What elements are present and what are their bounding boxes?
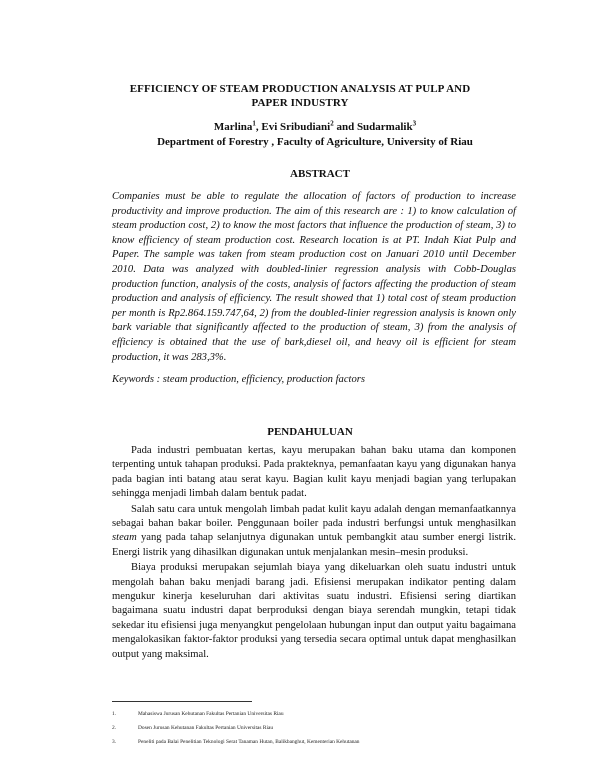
author-names: [100, 120, 530, 135]
footnote-item: [112, 707, 532, 721]
footnote-divider: [112, 701, 252, 702]
affiliation: Department of Forestry , Faculty of Agriculture, University of Riau: [157, 136, 473, 148]
title-line-1: EFFICIENCY OF STEAM PRODUCTION ANALYSIS AT PULP AND: [129, 83, 471, 95]
author-1-marker: 1: [252, 119, 256, 128]
footnote-text: Dosen Jurusan Kehutanan Fakultas Pertanian Universitas Riau: [138, 725, 274, 731]
section-heading-pendahuluan: PENDAHULUAN: [267, 426, 353, 438]
paper-title: [100, 82, 500, 110]
author-3: and Sudarmalik: [333, 121, 413, 133]
steam-term: steam: [112, 532, 137, 544]
author-3-marker: 3: [412, 119, 417, 128]
footnote-number: 2.: [112, 725, 117, 731]
footnote-text: Peneliti pada Balai Penelitian Teknologi Serat Tanaman Hutan, Balikbanghut, Kementerian Kehutanan: [138, 739, 360, 745]
paragraph-1: Pada industri pembuatan kertas, kayu merupakan bahan baku utama dan komponen terpenting untuk tahapan produksi. Pada prakteknya, pemanfaatan kayu yang digunakan hanya pada bagian inti batang atau serat kayu. Bagian kulit kayu menjadi bagian yang terlupakan sehingga menjadi limbah dalam bentuk padat.: [112, 445, 516, 500]
author-block: [100, 120, 530, 150]
title-line-2: PAPER INDUSTRY: [251, 97, 349, 109]
paragraph-2: [112, 503, 516, 561]
paragraph-2-end: yang pada tahap selanjutnya digunakan untuk pembangkit atau sumber energi listrik. Energi listrik yang dihasilkan digunakan untuk menjalankan mesin–mesin produksi.: [112, 532, 516, 558]
footnote-number: 3.: [112, 739, 117, 745]
paragraph-2-start: Salah satu cara untuk mengolah limbah padat kulit kayu adalah dengan memanfaatkannya sebagai bahan bakar boiler. Penggunaan boiler pada industri berfungsi untuk menghasilkan: [112, 503, 516, 530]
author-2: , Evi Sribudiani: [255, 121, 331, 133]
paragraph-3: Biaya produksi merupakan sejumlah biaya yang dikeluarkan oleh suatu industri untuk mengolah bahan baku menjadi barang jadi. Efisiensi merupakan indikator penting dalam mengukur kinerja keseluruhan dari aktivitas suatu industri. Efisiensi sering diartikan bagaimana suatu industri dapat berproduksi dengan biaya serendah mungkin, tetapi tidak sekedar itu efisiensi juga menyangkut pengelolaan hubungan input dan output yaitu bagaimana mengalokasikan faktor-faktor produksi yang tersedia secara optimal untuk dapat menghasilkan output yang maksimal.: [112, 562, 516, 660]
abstract-text: Companies must be able to regulate the allocation of factors of production to increase productivity and improve production. The aim of this research are : 1) to know calculation of steam production cost, 2) to know the most factors that influence the production of steam, 3) to know efficiency of steam production cost. Research location is at PT. Indah Kiat Pulp and Paper. The sample was taken from steam production cost on Januari 2010 until December 2010. Data was analyzed with doubled-linier regression analysis with Cobb-Douglas production function, analysis of the costs, analysis of factors affecting the production of steam production and analysis of efficiency. The result showed that 1) total cost of steam production per month is Rp2.864.159.747,64, 2) from the doubled-linier regression analysis is known only bark variable that significantly affected to the production of steam, 3) from the analysis of efficiency is obtained that the use of bark,diesel oil, and heavy oil is efficient for steam production, it was 283,3%.: [112, 191, 516, 363]
footnote-text: Mahasiswa Jurusan Kehutanan Fakultas Pertanian Universitas Riau: [138, 711, 284, 717]
footnote-item: [112, 721, 532, 735]
keywords: Keywords : steam production, efficiency, production factors: [112, 374, 366, 385]
introduction-body: [112, 444, 516, 663]
footnote-item: [112, 735, 532, 749]
author-2-marker: 2: [330, 119, 334, 128]
footnotes: [112, 707, 532, 749]
author-1: Marlina: [213, 121, 253, 133]
abstract-heading: ABSTRACT: [290, 168, 350, 180]
footnote-number: 1.: [112, 711, 117, 717]
